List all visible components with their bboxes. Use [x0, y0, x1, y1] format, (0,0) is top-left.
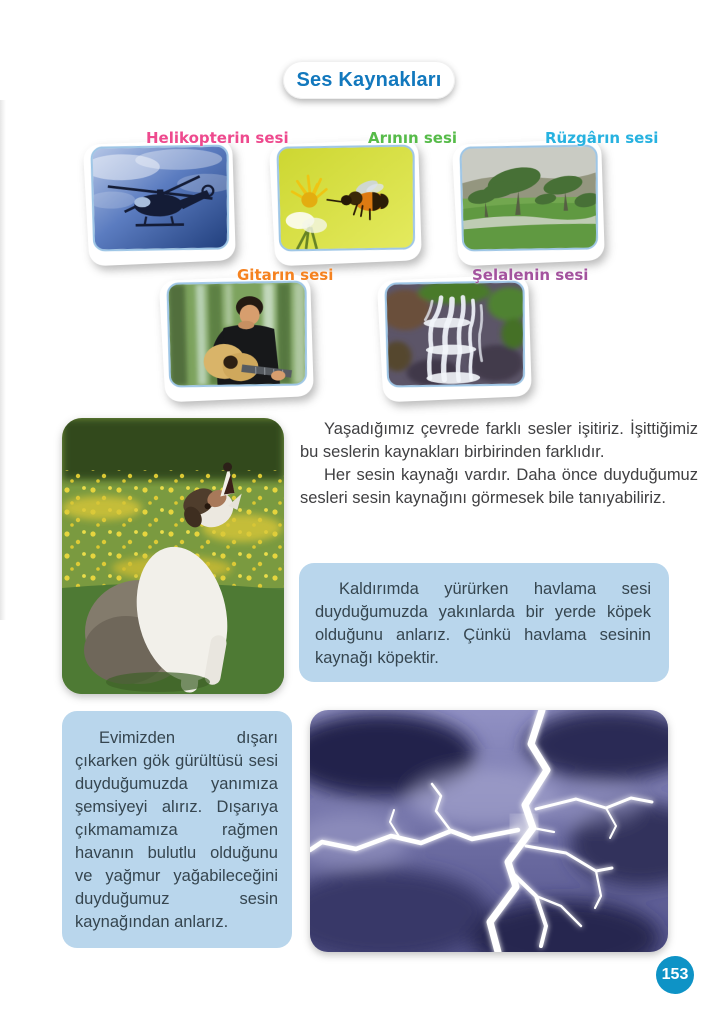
intro-paragraph-2: Her sesin kaynağı vardır. Daha önce duyduğumuz sesleri sesin kaynağını görmesek bile tanıyabiliriz.: [300, 466, 698, 507]
waterfall-photo: [384, 280, 525, 387]
bee-on-flower-photo: [276, 144, 415, 251]
info-box-thunder-text: Evimizden dışarı çıkarken gök gürültüsü sesi duyduğumuzda yanımıza şemsiyeyi alırız. Dışarıya çıkmamamıza rağmen havanın bulutlu olduğunu ve yağmur yağabileceğini duyduğumuz sesin kaynağından anlarız.: [75, 729, 278, 931]
sound-card-waterfall: [377, 274, 532, 402]
lightning-storm-photo: [310, 710, 668, 952]
wind-blown-trees-photo: [459, 144, 598, 251]
intro-text: [300, 418, 698, 510]
card-label-wind: Rüzgârın sesi: [545, 129, 659, 147]
intro-paragraph-1: Yaşadığımız çevrede farklı sesler işitiriz. İşittiğimiz bu seslerin kaynakları birbirinden farklıdır.: [300, 420, 698, 461]
guitar-player-photo: [166, 280, 307, 387]
page-title-text: Ses Kaynakları: [296, 68, 442, 91]
page-title: [283, 61, 455, 99]
sound-card-guitar: [159, 274, 314, 402]
card-label-guitar: Gitarın sesi: [237, 266, 334, 284]
barking-dog-photo: [62, 418, 284, 694]
sound-card-helicopter: [83, 138, 236, 266]
sound-card-bee: [269, 138, 422, 266]
info-box-dog-text: Kaldırımda yürürken havlama sesi duyduğumuzda yakınlarda bir yerde köpek olduğunu anlarız. Çünkü havlama sesinin kaynağı köpektir.: [315, 580, 651, 667]
helicopter-photo: [90, 144, 229, 251]
card-label-helicopter: Helikopterin sesi: [146, 129, 289, 147]
info-box-thunder-example: [62, 711, 292, 948]
page-number-badge: [656, 956, 694, 994]
page-number: 153: [661, 966, 689, 983]
page-edge-shadow: [0, 100, 6, 620]
card-label-bee: Arının sesi: [368, 129, 458, 147]
card-label-waterfall: Şelalenin sesi: [472, 266, 589, 284]
sound-card-wind: [452, 138, 605, 266]
info-box-dog-example: [299, 563, 669, 682]
